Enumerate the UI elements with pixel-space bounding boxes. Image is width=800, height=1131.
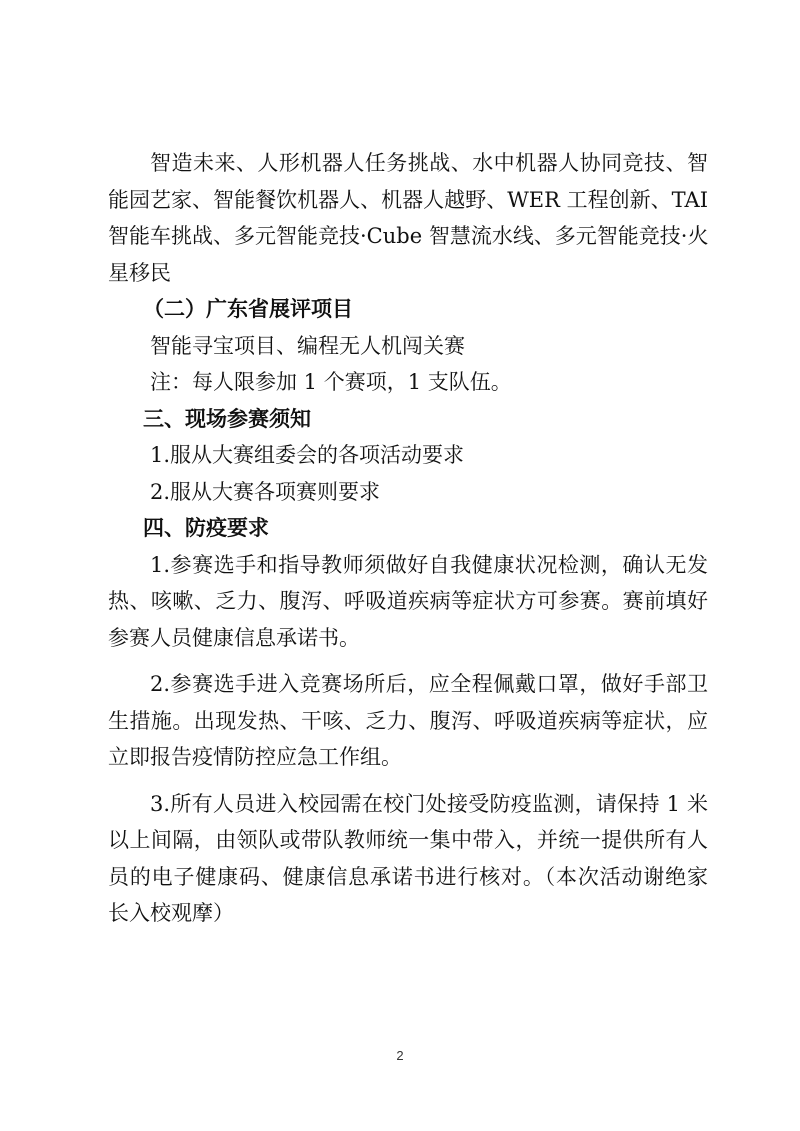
paragraph-line: 3.所有人员进入校园需在校门处接受防疫监测，请保持 1 米	[150, 791, 708, 816]
paragraph-line: 以上间隔，由领队或带队教师统一集中带入，并统一提供所有人	[108, 828, 708, 852]
heading-onsite-instructions: 三、现场参赛须知	[143, 406, 311, 431]
heading-guangdong-projects: （二）广东省展评项目	[143, 297, 353, 321]
paragraph-line: 2.参赛选手进入竞赛场所后，应全程佩戴口罩，做好手部卫	[150, 672, 708, 696]
epidemic-requirement-item	[108, 547, 708, 657]
epidemic-requirement-item	[108, 786, 708, 932]
paragraph-line: 员的电子健康码、健康信息承诺书进行核对。（本次活动谢绝家	[108, 864, 708, 889]
page-number: 2	[396, 1048, 404, 1063]
onsite-instruction-item: 1.服从大赛组委会的各项活动要求	[150, 443, 465, 467]
paragraph-line: 参赛人员健康信息承诺书。	[108, 625, 360, 650]
paragraph-line: 热、咳嗽、乏力、腹泻、呼吸道疾病等症状方可参赛。赛前填好	[108, 589, 708, 613]
paragraph-line: 智能车挑战、多元智能竞技·Cube 智慧流水线、多元智能竞技·火	[108, 224, 709, 248]
heading-epidemic-requirements: 四、防疫要求	[143, 516, 269, 540]
guangdong-project-list: 智能寻宝项目、编程无人机闯关赛	[150, 333, 465, 358]
paragraph-spacer	[108, 656, 708, 666]
document-body	[108, 145, 708, 932]
paragraph-spacer	[108, 776, 708, 786]
paragraph-line: 长入校观摩）	[108, 901, 234, 925]
competition-list-paragraph	[108, 145, 708, 291]
onsite-instruction-item: 2.服从大赛各项赛则要求	[150, 479, 381, 504]
paragraph-line: 智造未来、人形机器人任务挑战、水中机器人协同竞技、智	[150, 151, 708, 175]
paragraph-line: 1.参赛选手和指导教师须做好自我健康状况检测，确认无发	[150, 552, 708, 577]
paragraph-line: 生措施。出现发热、干咳、乏力、腹泻、呼吸道疾病等症状，应	[108, 708, 708, 733]
participation-note: 注：每人限参加 1 个赛项，1 支队伍。	[150, 370, 512, 394]
paragraph-line: 能园艺家、智能餐饮机器人、机器人越野、WER 工程创新、TAI	[108, 187, 708, 212]
paragraph-line: 立即报告疫情防控应急工作组。	[108, 745, 402, 769]
epidemic-requirement-item	[108, 666, 708, 776]
paragraph-line: 星移民	[108, 260, 171, 285]
